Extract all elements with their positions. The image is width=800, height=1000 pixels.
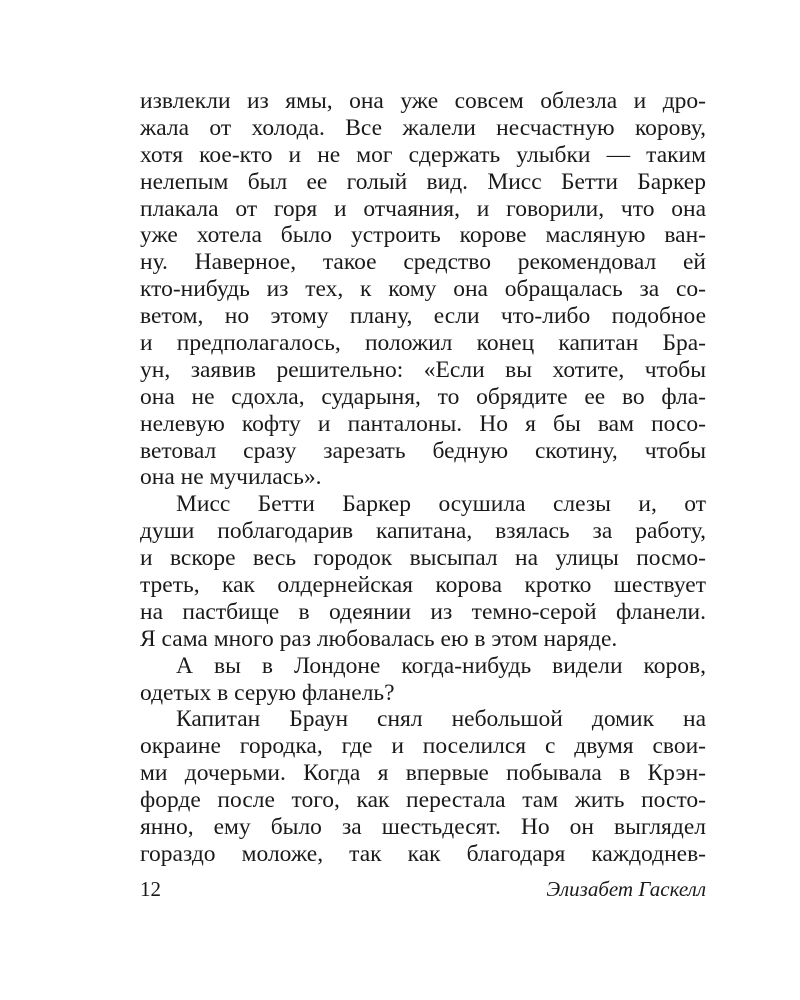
text-line: гораздо моложе, так как благодаря каждоднев- — [140, 840, 706, 867]
text-line: Капитан Браун снял небольшой домик на — [176, 706, 706, 733]
text-line: ун, заявив решительно: «Если вы хотите, чтобы — [140, 356, 706, 383]
text-line: жала от холода. Все жалели несчастную корову, — [140, 114, 706, 141]
text-line: ми дочерьми. Когда я впервые побывала в Крэн- — [140, 760, 706, 787]
text-line: кто-нибудь из тех, к кому она обращалась за со- — [140, 276, 706, 303]
text-line: ну. Наверное, такое средство рекомендовал ей — [140, 249, 706, 276]
text-line: ветом, но этому плану, если что-либо подобное — [140, 303, 706, 330]
text-line: на пастбище в одеянии из темно-серой фланели. — [140, 598, 706, 625]
text-line: янно, ему было за шестьдесят. Но он выглядел — [140, 814, 706, 841]
running-author: Элизабет Гаскелл — [546, 877, 706, 901]
text-line: уже хотела было устроить корове масляную ван- — [140, 222, 706, 249]
text-line: души поблагодарив капитана, взялась за работу, — [140, 518, 706, 545]
text-line: плакала от горя и отчаяния, и говорили, что она — [140, 195, 706, 222]
text-line: она не сдохла, сударыня, то обрядите ее во фла- — [140, 383, 706, 410]
text-line: и предполагалось, положил конец капитан Бра- — [140, 330, 706, 357]
text-line: она не мучилась». — [140, 464, 322, 491]
body-text — [140, 88, 706, 868]
page-number: 12 — [140, 877, 161, 901]
text-line: извлекли из ямы, она уже совсем облезла и дро- — [140, 88, 706, 114]
page-footer — [140, 875, 706, 903]
text-line: нелевую кофту и панталоны. Но я бы вам посо- — [140, 410, 706, 437]
text-line: окраине городка, где и поселился с двумя свои- — [140, 733, 706, 760]
text-line: треть, как олдернейская корова кротко шествует — [140, 572, 706, 599]
text-line: Мисс Бетти Баркер осушила слезы и, от — [176, 491, 706, 518]
text-line: и вскоре весь городок высыпал на улицы посмо- — [140, 545, 706, 572]
text-line: форде после того, как перестала там жить посто- — [140, 787, 706, 814]
text-line: А вы в Лондоне когда-нибудь видели коров, — [176, 652, 706, 679]
text-line: Я сама много раз любовалась ею в этом наряде. — [140, 625, 618, 652]
text-line: ветовал сразу зарезать бедную скотину, чтобы — [140, 437, 706, 464]
text-line: одетых в серую фланель? — [140, 679, 395, 706]
text-line: хотя кое-кто и не мог сдержать улыбки — таким — [140, 141, 706, 168]
text-line: нелепым был ее голый вид. Мисс Бетти Баркер — [140, 168, 706, 195]
